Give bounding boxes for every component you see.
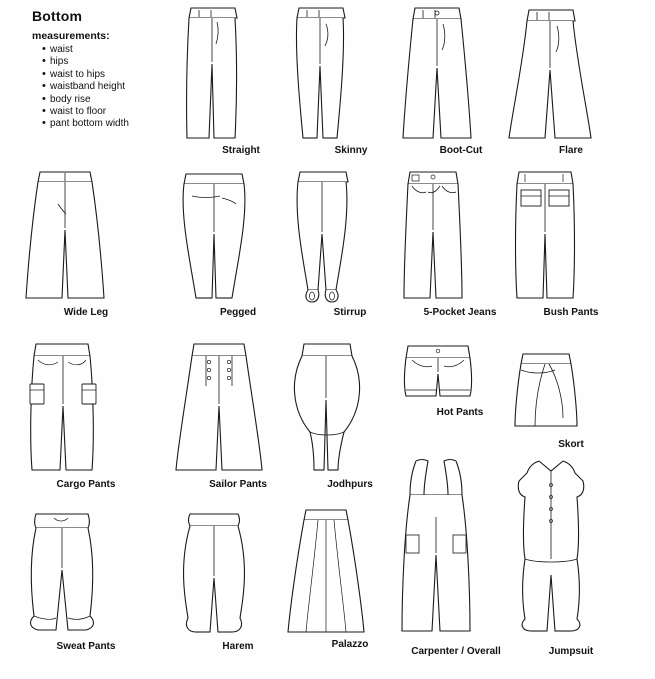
- legend-subtitle: measurements:: [32, 30, 110, 42]
- style-label: Skinny: [334, 145, 368, 156]
- style-label: Cargo Pants: [56, 479, 116, 490]
- wide-leg-pants-icon: [20, 168, 152, 306]
- list-item: • waistband height: [42, 81, 175, 93]
- list-item: • waist to floor: [42, 106, 175, 118]
- list-item: • waist: [42, 44, 175, 56]
- style-cell-skort: [505, 348, 637, 450]
- skort-icon: [505, 348, 637, 438]
- carpenter-overall-icon: [390, 455, 522, 645]
- bush-pants-icon: [505, 168, 637, 306]
- sweat-pants-icon: [20, 508, 152, 640]
- list-item: • waist to hips: [42, 69, 175, 81]
- legend-title: Bottom: [32, 8, 83, 24]
- style-label: Jodhpurs: [327, 479, 373, 490]
- style-label: Straight: [222, 145, 260, 156]
- style-cell-sweat-pants: [20, 508, 152, 652]
- style-label: Jumpsuit: [548, 646, 594, 657]
- style-cell-wide-leg: [20, 168, 152, 318]
- style-cell-carpenter-overall: [390, 455, 522, 657]
- list-item: • pant bottom width: [42, 118, 175, 130]
- list-item: • body rise: [42, 94, 175, 106]
- style-label: Flare: [559, 145, 583, 156]
- list-item: • hips: [42, 56, 175, 68]
- style-label: Bush Pants: [543, 307, 599, 318]
- style-label: Pegged: [219, 307, 257, 318]
- style-label: Hot Pants: [436, 407, 484, 418]
- flare-pants-icon: [505, 4, 637, 144]
- style-cell-cargo-pants: [20, 340, 152, 490]
- style-cell-jumpsuit: [505, 455, 637, 657]
- jumpsuit-icon: [505, 455, 637, 645]
- style-label: Boot-Cut: [439, 145, 483, 156]
- cargo-pants-icon: [20, 340, 152, 478]
- style-label: Carpenter / Overall: [411, 646, 501, 657]
- style-cell-bush-pants: [505, 168, 637, 318]
- style-label: Palazzo: [331, 639, 369, 650]
- style-label: Wide Leg: [63, 307, 109, 318]
- style-label: Sailor Pants: [209, 479, 267, 490]
- style-cell-flare: [505, 4, 637, 156]
- style-label: Sweat Pants: [56, 641, 116, 652]
- style-label: Skort: [558, 439, 584, 450]
- style-label: Stirrup: [333, 307, 367, 318]
- style-label: Harem: [222, 641, 254, 652]
- style-label: 5-Pocket Jeans: [423, 307, 497, 318]
